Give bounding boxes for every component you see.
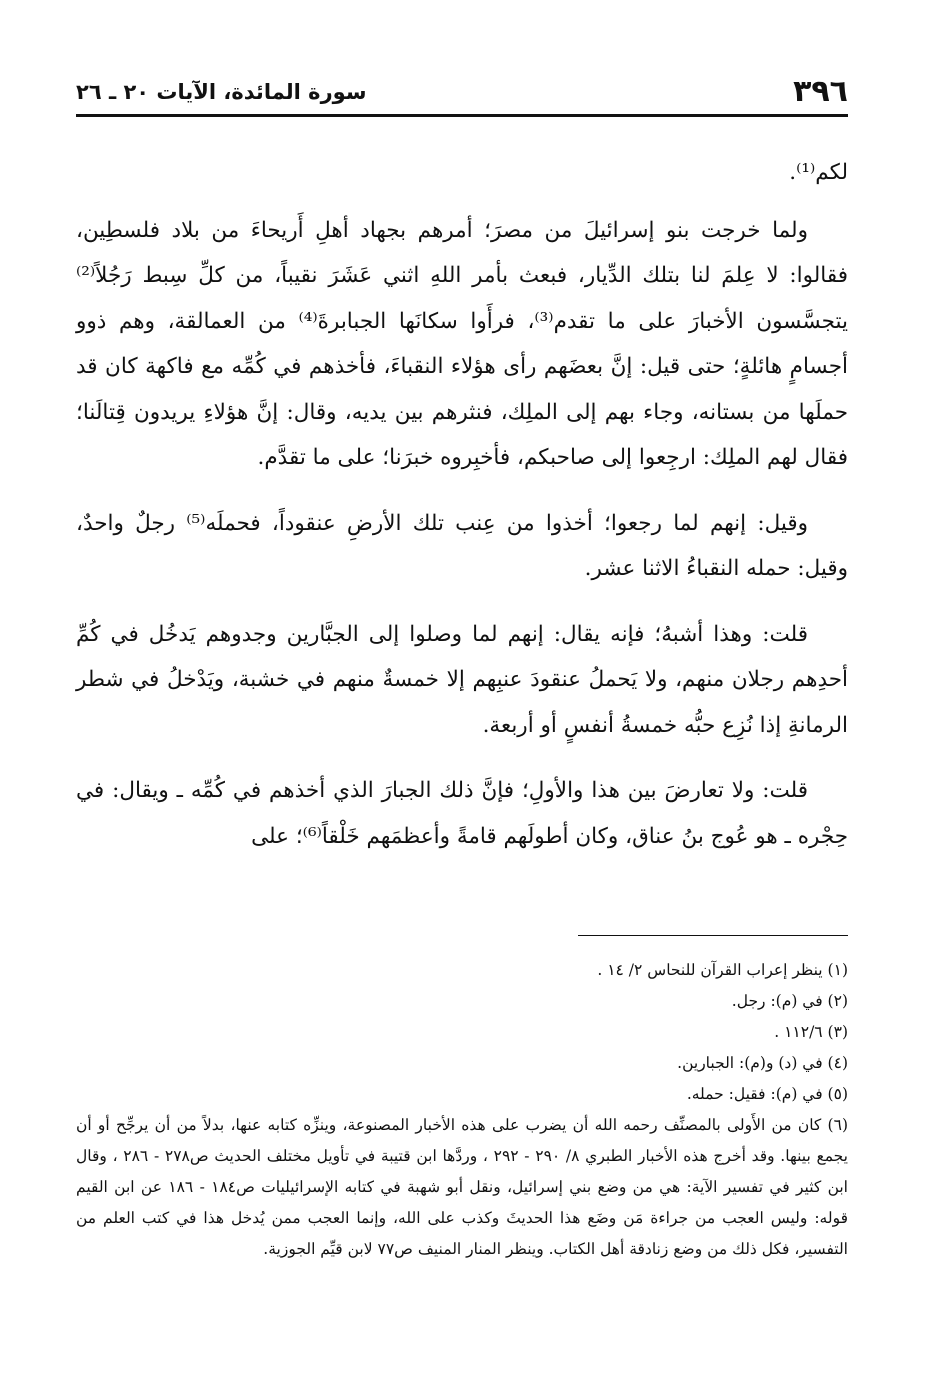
- footnote: (٦) كان من الأَولى بالمصنِّف رحمه الله أن يضرب على هذه الأخبار المصنوعة، وينزِّه كتابه عنها، بدلاً من أن يرجِّح أو أن يجمع بينها. وقد أخرج هذه الأخبار الطبري ٨/ ٢٩٠ - ٢٩٢ ، وردَّها ابن قتيبة في تأويل مختلف الحديث ص٢٧٨ - ٢٨٦ ، وقال ابن كثير في تفسير الآية: هي من وضع بني إسرائيل، ونقل أبو شهبة في كتابه الإسرائيليات ص١٨٤ - ١٨٦ عن ابن القيم قوله: وليس العجب من جراءة مَن وضَع هذا الحديثَ وكذب على الله، وإنما العجب ممن يُدخل هذا في كتب العلم من التفسير، فكل ذلك من وضع زنادقة أهل الكتاب. وينظر المنار المنيف ص٧٧ لابن قيِّم الجوزية.: [76, 1116, 848, 1258]
- footnotes: [76, 955, 848, 1265]
- footnote: (٥) في (م): فقيل: حمله.: [686, 1085, 848, 1103]
- footnote: (٣) ١١٢/٦ .: [774, 1023, 848, 1041]
- page-number: ٣٩٦: [793, 74, 848, 109]
- paragraph: قلت: وهذا أشبهُ؛ فإنه يقال: إنهم لما وصلوا إلى الجبَّارين وجدوهم يَدخُل في كُمِّ أحدِهم رجلان منهم، ولا يَحملُ عنقودَ عنبِهم إلا خمسةٌ منهم في خشبة، ويَدْخلُ في شطر الرمانةِ إذا نُزِع حبُّه خمسةُ أنفسٍ أو أربعة.: [76, 621, 848, 738]
- page-header: [76, 70, 848, 117]
- running-title: سورة المائدة، الآيات ٢٠ ـ ٢٦: [76, 80, 367, 104]
- paragraph: ولما خرجت بنو إسرائيلَ من مصرَ؛ أمرهم بجهاد أهلِ أَريحاءَ من بلاد فلسطِين، فقالوا: لا عِلمَ لنا بتلك الدِّيار، فبعث بأمر اللهِ اثني عَشَرَ نقيباً، من كلِّ سِبط رَجُلاً⁽²⁾ يتجسَّسون الأخبارَ على ما تقدم⁽³⁾، فرأَوا سكانَها الجبابرةَ⁽⁴⁾ من العمالقة، وهم ذوو أجسامٍ هائلةٍ؛ حتى قيل: إنَّ بعضَهم رأى هؤلاء النقباءَ، فأخذهم في كُمِّه مع فاكهة كان قد حملَها من بستانه، وجاء بهم إلى الملِك، فنثرهم بين يديه، وقال: إنَّ هؤلاءِ يريدون قِتالَنا؛ فقال لهم الملِك: ارجِعوا إلى صاحبكم، فأخبِروه خبرَنا؛ على ما تقدَّم.: [76, 217, 848, 470]
- footnote: (١) ينظر إعراب القرآن للنحاس ٢/ ١٤ .: [597, 961, 848, 979]
- paragraph: وقيل: إنهم لما رجعوا؛ أخذوا من عِنب تلك الأرضِ عنقوداً، فحملَه⁽⁵⁾ رجلٌ واحدٌ، وقيل: حمله النقباءُ الاثنا عشر.: [76, 510, 848, 581]
- book-page: [76, 0, 848, 1386]
- footnote: (٤) في (د) و(م): الجبارين.: [677, 1054, 848, 1072]
- footnote: (٢) في (م): رجل.: [731, 992, 848, 1010]
- footnote-separator: [578, 935, 848, 936]
- paragraph: لكم⁽¹⁾.: [789, 160, 848, 185]
- paragraph: قلت: ولا تعارضَ بين هذا والأولِ؛ فإنَّ ذلك الجبارَ الذي أخذهم في كُمِّه ـ ويقال: في حِجْره ـ هو عُوج بنُ عناق، وكان أطولَهم قامةً وأعظمَهم خَلْقاً⁽⁶⁾؛ على: [76, 778, 848, 849]
- main-text: [76, 150, 848, 859]
